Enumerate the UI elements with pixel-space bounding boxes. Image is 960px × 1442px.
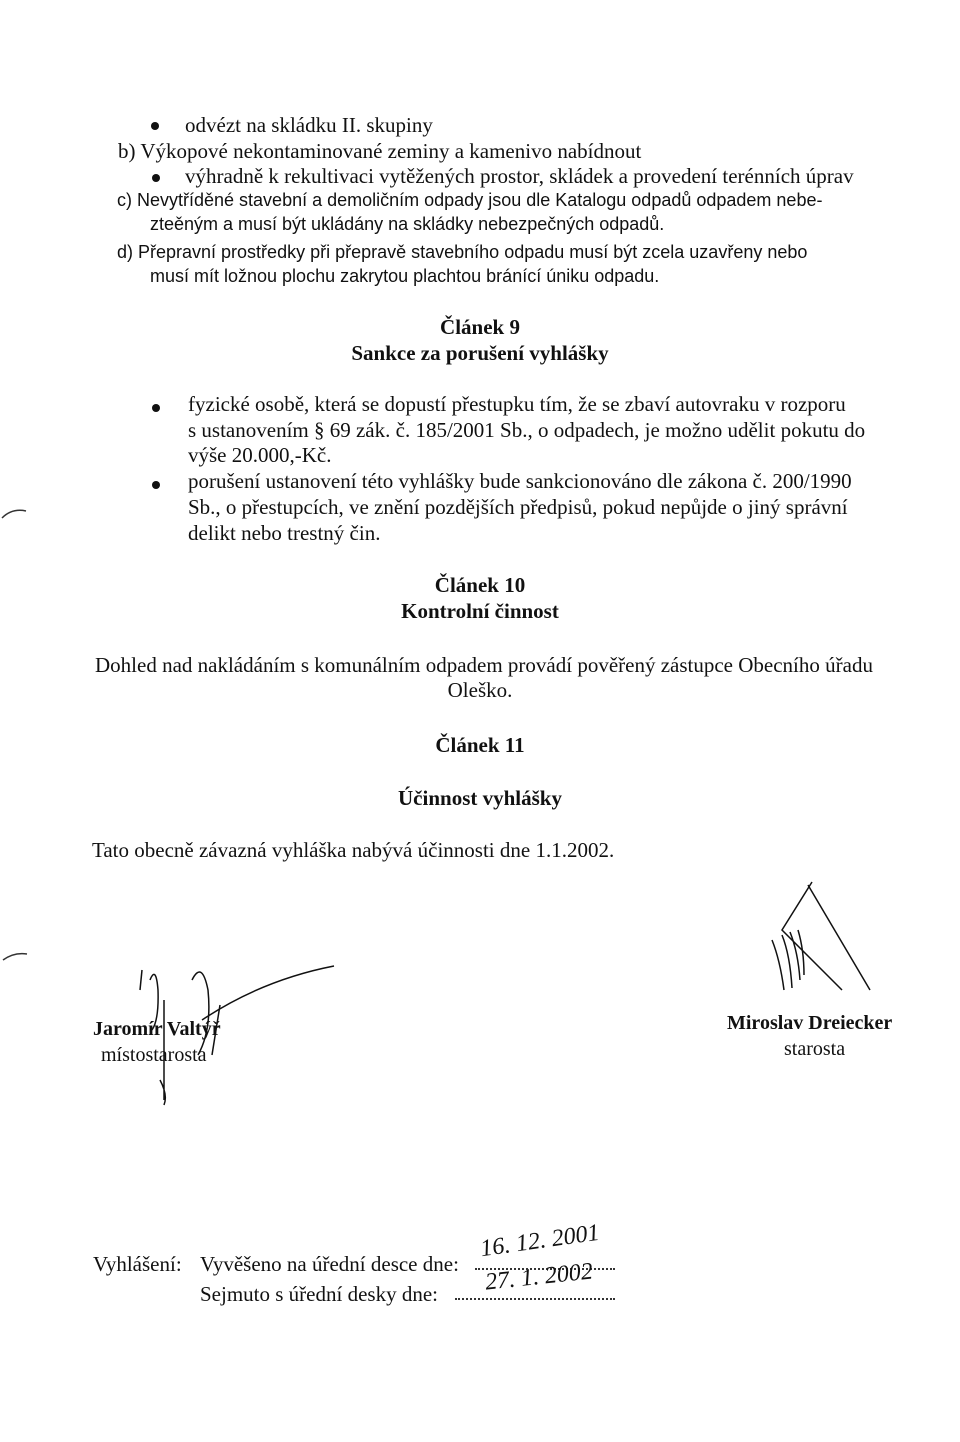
- signatory-right-name: Miroslav Dreiecker: [727, 1012, 893, 1034]
- list-item: musí mít ložnou plochu zakrytou plachtou bránící úniku odpadu.: [150, 266, 660, 286]
- list-item: výhradně k rekultivaci vytěžených prostor, skládek a provedení terénních úprav: [185, 164, 854, 188]
- signatory-right-role: starosta: [784, 1038, 846, 1060]
- paragraph-line: s ustanovením § 69 zák. č. 185/2001 Sb., o odpadech, je možno udělit pokutu do: [188, 418, 866, 442]
- list-item: odvézt na skládku II. skupiny: [185, 113, 433, 137]
- article-title: Kontrolní činnost: [401, 599, 559, 623]
- bullet-dot: [151, 122, 159, 130]
- article-title: Sankce za porušení vyhlášky: [351, 341, 609, 365]
- paragraph-line: výše 20.000,-Kč.: [188, 443, 332, 467]
- article-number: Článek 10: [434, 573, 526, 597]
- signatory-left-name: Jaromír Valtýř: [93, 1018, 221, 1040]
- list-item: zteěným a musí být ukládány na skládky nebezpečných odpadů.: [150, 214, 665, 234]
- list-item: d) Přepravní prostředky při přepravě stavebního odpadu musí být zcela uzavřeny nebo: [117, 242, 808, 262]
- footer-label: Vyhlášení:: [93, 1252, 182, 1276]
- signature-right: [742, 880, 882, 1020]
- paragraph-line: fyzické osobě, která se dopustí přestupku tím, že se zbaví autovraku v rozporu: [188, 392, 846, 416]
- paragraph-line: Tato obecně závazná vyhláška nabývá účinnosti dne 1.1.2002.: [92, 838, 615, 862]
- margin-mark: [0, 505, 30, 521]
- signatory-left-role: místostarosta: [101, 1044, 207, 1066]
- list-item: c) Nevytříděné stavební a demoličním odpady jsou dle Katalogu odpadů odpadem nebe-: [117, 190, 823, 210]
- bullet-dot: [152, 481, 160, 489]
- article-number: Článek 11: [435, 733, 525, 757]
- paragraph-line: Sb., o přestupcích, ve znění pozdějších předpisů, pokud nepůjde o jiný správní: [188, 495, 848, 519]
- margin-mark: [0, 948, 30, 964]
- article-title: Účinnost vyhlášky: [398, 786, 562, 810]
- paragraph-line: Oleško.: [447, 678, 513, 702]
- bullet-dot: [152, 174, 160, 182]
- posted-label: Vyvěšeno na úřední desce dne:: [200, 1252, 459, 1276]
- posted-date: 16. 12. 2001: [478, 1219, 602, 1263]
- paragraph-line: porušení ustanovení této vyhlášky bude sankcionováno dle zákona č. 200/1990: [188, 469, 852, 493]
- bullet-dot: [152, 404, 160, 412]
- removed-label: Sejmuto s úřední desky dne:: [200, 1282, 438, 1306]
- article-number: Článek 9: [440, 315, 520, 339]
- removed-dots: [455, 1298, 615, 1300]
- removed-date: 27. 1. 2002: [483, 1258, 595, 1296]
- paragraph-line: Dohled nad nakládáním s komunálním odpadem provádí pověřený zástupce Obecního úřadu: [95, 653, 873, 677]
- paragraph-line: delikt nebo trestný čin.: [188, 521, 381, 545]
- list-item: b) Výkopové nekontaminované zeminy a kamenivo nabídnout: [118, 139, 642, 163]
